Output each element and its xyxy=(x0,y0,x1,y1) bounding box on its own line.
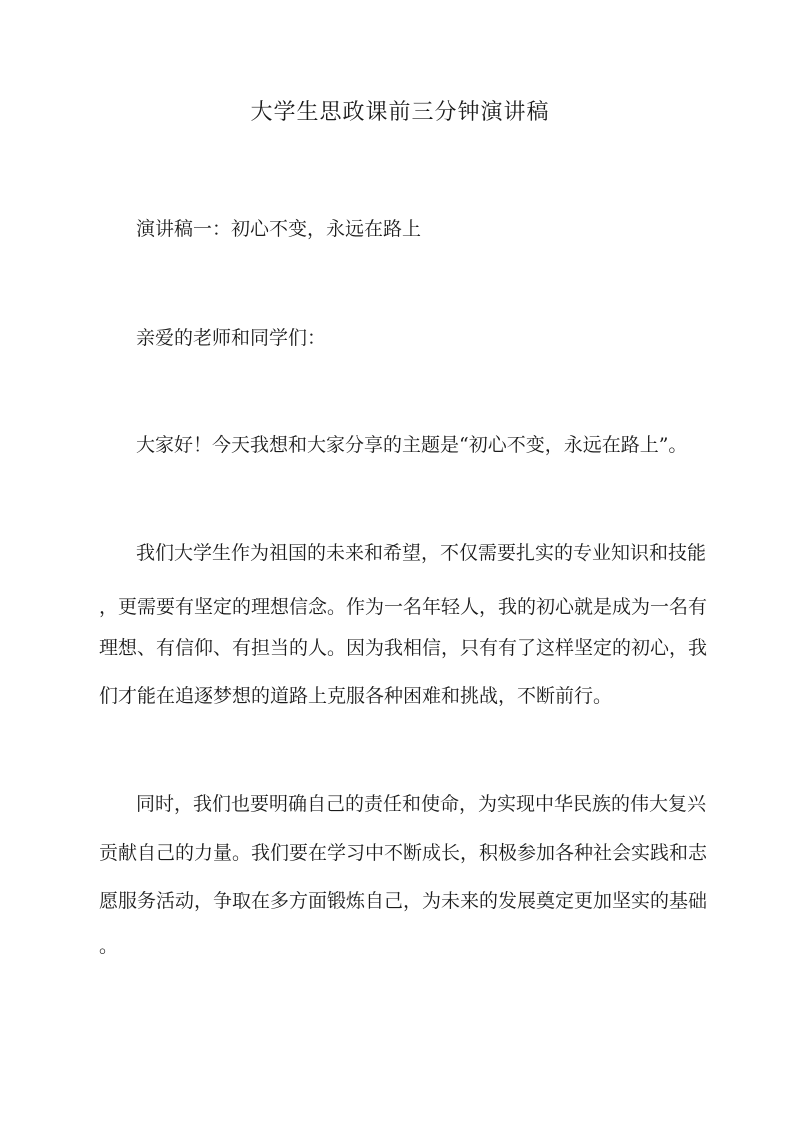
speech-subtitle: 演讲稿一：初心不变，永远在路上 xyxy=(136,218,422,240)
document-title: 大学生思政课前三分钟演讲稿 xyxy=(250,100,550,125)
paragraph-1-line-1: 大家好！今天我想和大家分享的主题是“初心不变，永远在路上”。 xyxy=(136,434,688,456)
paragraph-2-line-4: 们才能在追逐梦想的道路上克服各种困难和挑战，不断前行。 xyxy=(99,685,613,707)
paragraph-2-line-3: 理想、有信仰、有担当的人。因为我相信，只有有了这样坚定的初心，我 xyxy=(99,637,708,659)
paragraph-3-line-4: 。 xyxy=(99,935,119,957)
paragraph-3-line-3: 愿服务活动，争取在多方面锻炼自己，为未来的发展奠定更加坚实的基础 xyxy=(99,890,708,912)
paragraph-2-line-1: 我们大学生作为祖国的未来和希望，不仅需要扎实的专业知识和技能 xyxy=(136,542,707,564)
paragraph-3-line-2: 贡献自己的力量。我们要在学习中不断成长，积极参加各种社会实践和志 xyxy=(99,842,708,864)
paragraph-2-line-2: ，更需要有坚定的理想信念。作为一名年轻人，我的初心就是成为一名有 xyxy=(99,596,708,618)
salutation: 亲爱的老师和同学们： xyxy=(136,327,327,349)
paragraph-3-line-1: 同时，我们也要明确自己的责任和使命，为实现中华民族的伟大复兴 xyxy=(136,793,707,815)
